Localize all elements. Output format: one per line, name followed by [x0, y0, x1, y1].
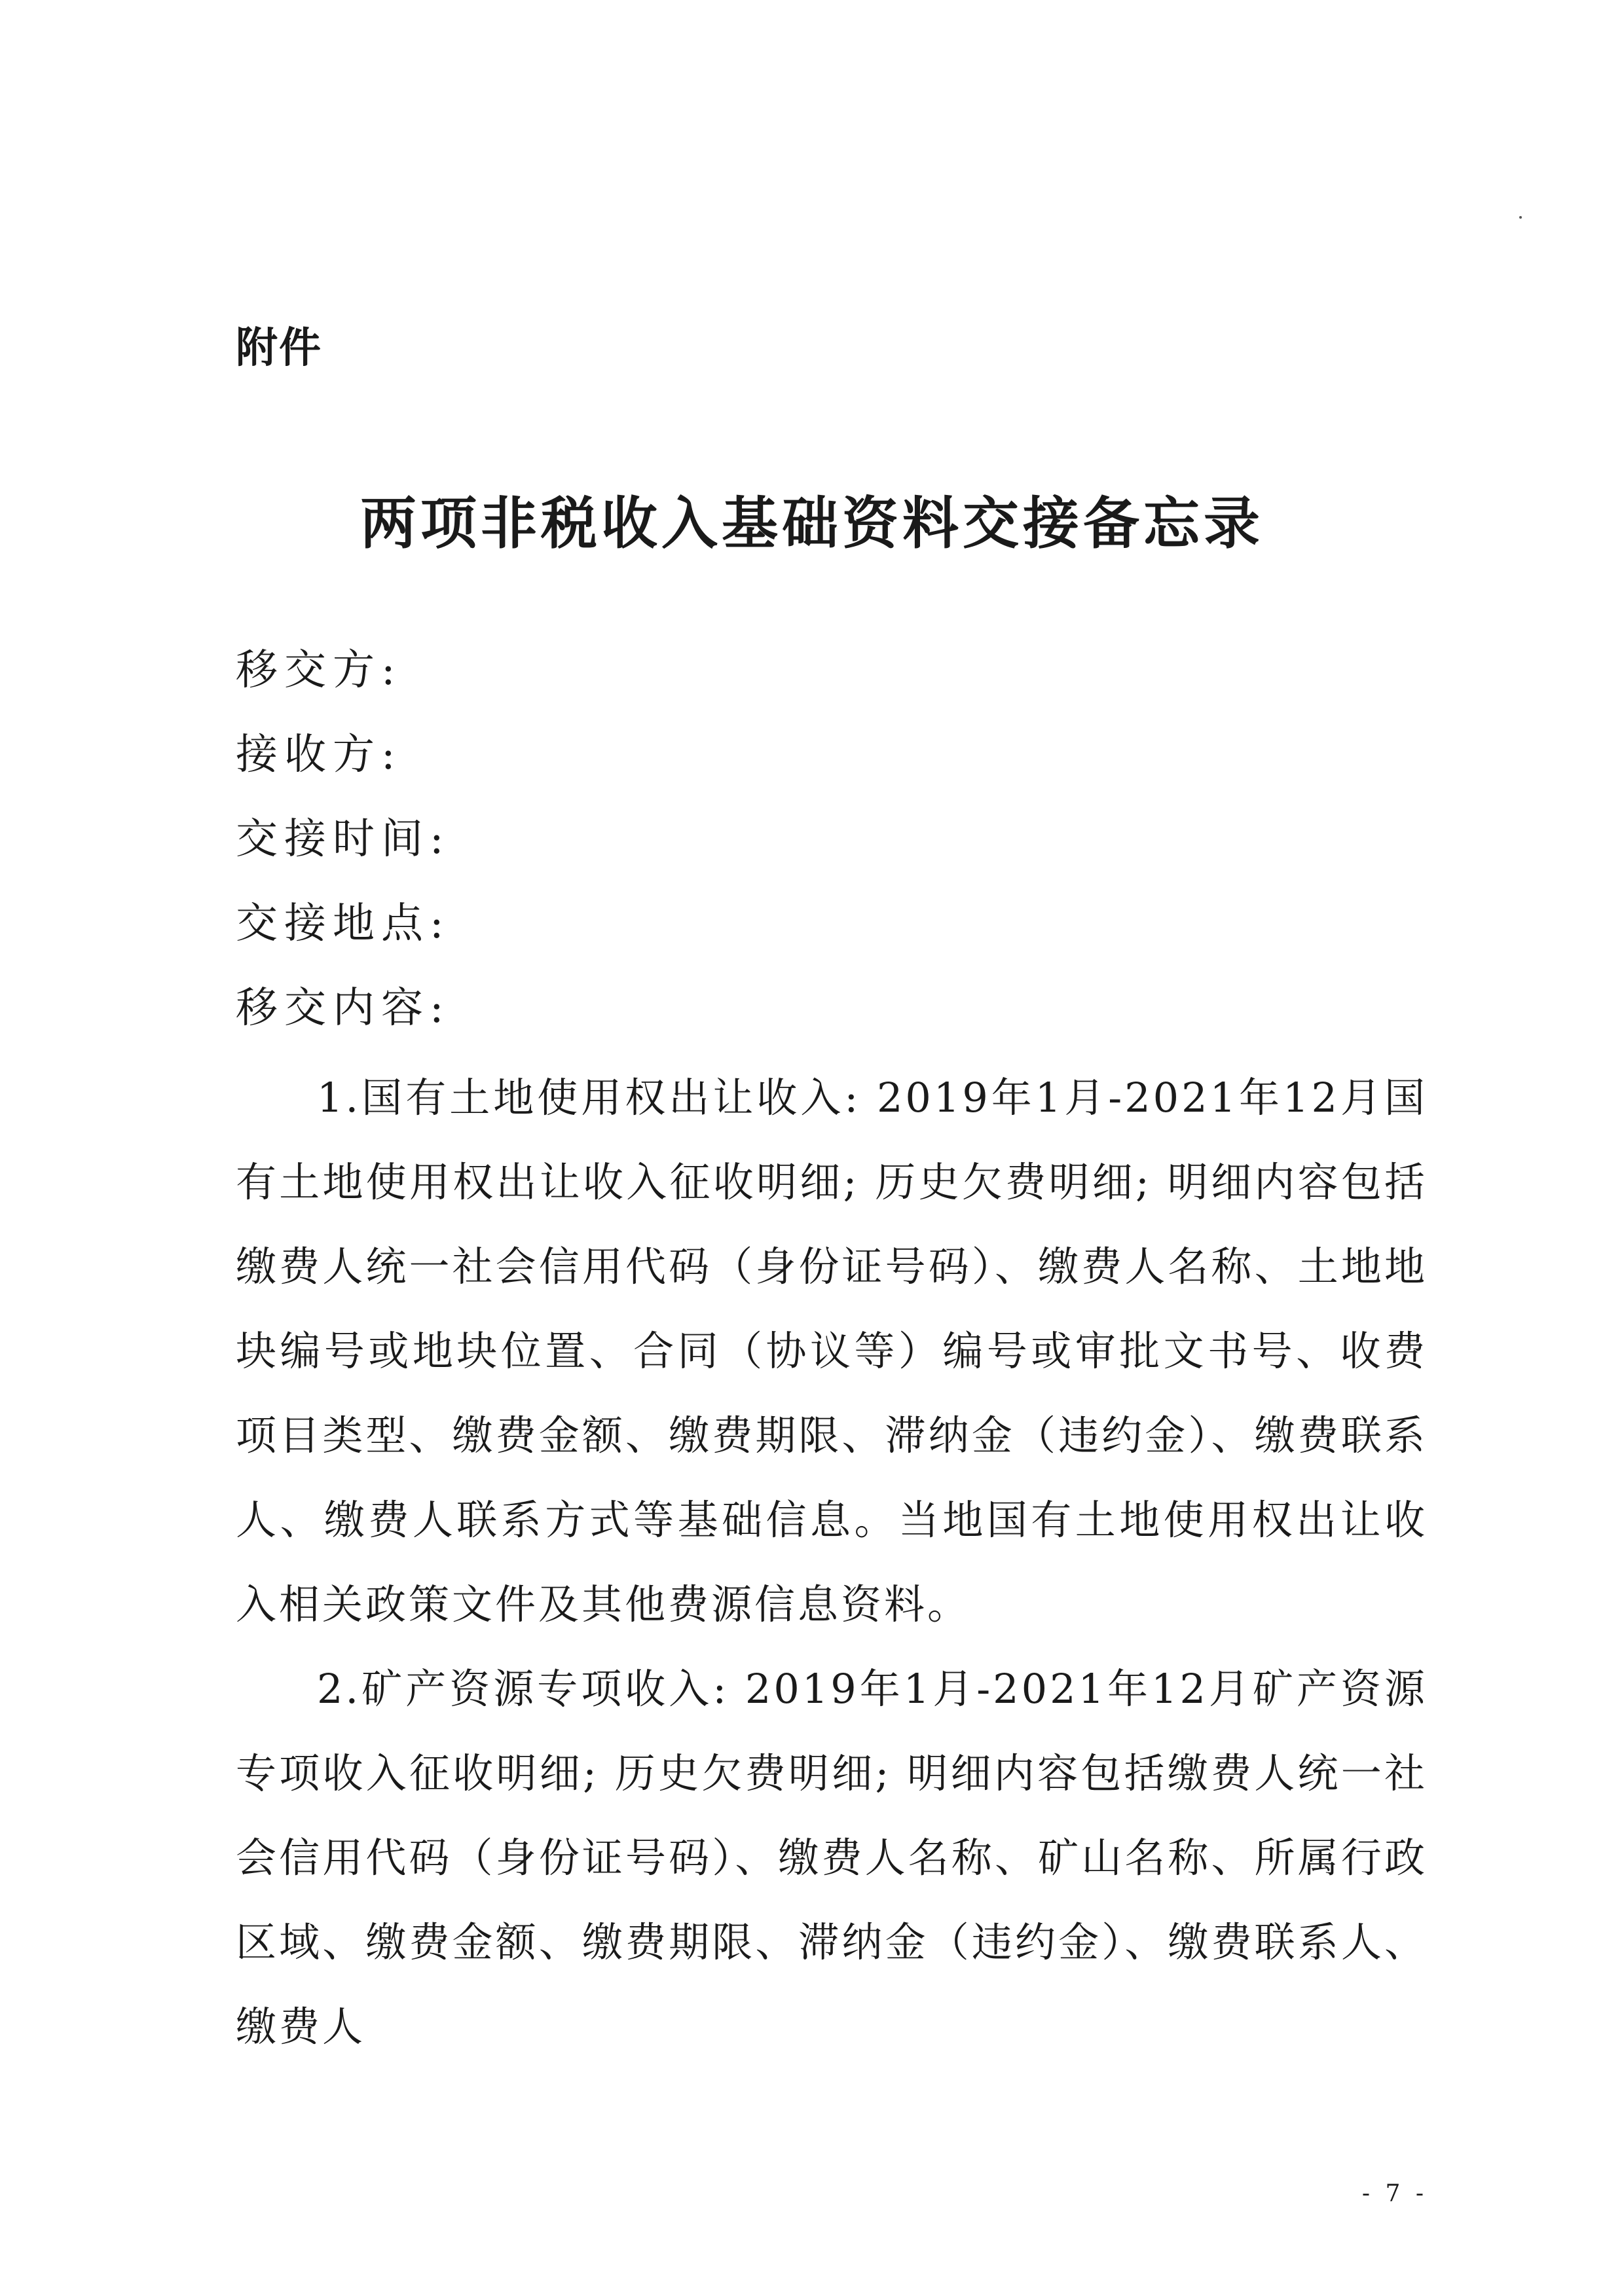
scan-speck [1519, 216, 1522, 219]
page-number: - 7 - [1361, 2180, 1428, 2207]
transfer-content-body [236, 1055, 1428, 2069]
paragraph-land-use-revenue: 1.国有土地使用权出让收入: 2019年1月-2021年12月国有土地使用权出让收入征收明细; 历史欠费明细; 明细内容包括缴费人统一社会信用代码（身份证号码）、缴费人名称、土地地块编号或地块位置、合同（协议等）编号或审批文书号、收费项目类型、缴费金额、缴费期限、滞纳金（违约金）、缴费联系人、缴费人联系方式等基础信息。当地国有土地使用权出让收入相关政策文件及其他费源信息资料。 [236, 1074, 1428, 1628]
handover-fields [236, 629, 1441, 1051]
field-handover-time: 交接时间: [236, 815, 451, 864]
field-transfer-content: 移交内容: [236, 984, 451, 1032]
field-transferor: 移交方: [236, 646, 402, 695]
field-handover-place: 交接地点: [236, 900, 451, 948]
attachment-label: 附件 [236, 324, 322, 373]
paragraph-mineral-resource-revenue: 2.矿产资源专项收入: 2019年1月-2021年12月矿产资源专项收入征收明细; 历史欠费明细; 明细内容包括缴费人统一社会信用代码（身份证号码）、缴费人名称、矿山名称、所属行政区域、缴费金额、缴费期限、滞纳金（违约金）、缴费联系人、缴费人 [236, 1665, 1428, 2050]
document-title: 两项非税收入基础资料交接备忘录 [360, 490, 1264, 556]
field-receiver: 接收方: [236, 731, 402, 779]
